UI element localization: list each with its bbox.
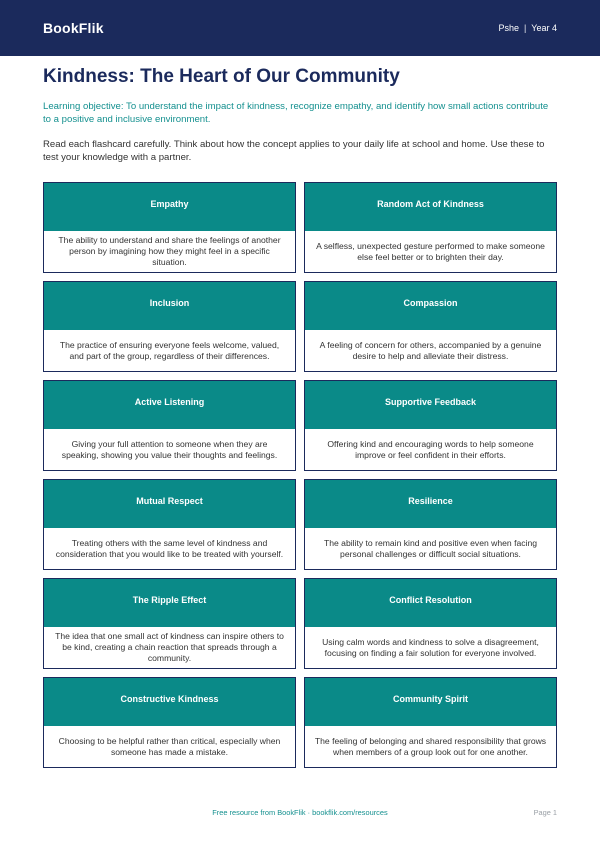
flashcard-definition: The idea that one small act of kindness can inspire others to be kind, creating a chain reaction that spreads through a community. bbox=[55, 631, 284, 663]
flashcard-definition: The ability to understand and share the feelings of another person by imagining how they might feel in a specific situation. bbox=[58, 235, 281, 267]
flashcard-term: Active Listening bbox=[44, 381, 295, 429]
flashcard bbox=[304, 380, 557, 471]
flashcard bbox=[304, 578, 557, 669]
flashcard-term: Random Act of Kindness bbox=[305, 183, 556, 231]
flashcard-definition: The feeling of belonging and shared responsibility that grows when members of a group look out for one another. bbox=[314, 735, 547, 757]
flashcard-term: Empathy bbox=[44, 183, 295, 231]
footer-credit-link[interactable]: Free resource from BookFlik · bookflik.com/resources bbox=[212, 808, 388, 817]
subject-year bbox=[498, 23, 557, 33]
flashcard-definition: Giving your full attention to someone when they are speaking, showing you value their thoughts and feelings. bbox=[61, 438, 278, 460]
flashcard bbox=[43, 578, 296, 669]
flashcard-definition: Treating others with the same level of kindness and consideration that you would like to be treated with yourself. bbox=[55, 537, 284, 559]
year-label: Year 4 bbox=[531, 23, 557, 33]
flashcard-definition: Using calm words and kindness to solve a disagreement, focusing on finding a fair solution for everyone involved. bbox=[322, 636, 539, 658]
flashcard bbox=[43, 479, 296, 570]
flashcard-definition: A feeling of concern for others, accompanied by a genuine desire to help and alleviate their distress. bbox=[319, 339, 542, 361]
flashcard bbox=[304, 182, 557, 273]
flashcard-term: The Ripple Effect bbox=[44, 579, 295, 627]
flashcard-term: Community Spirit bbox=[305, 678, 556, 726]
learning-objective: Learning objective: To understand the impact of kindness, recognize empathy, and identify how small actions contribute to a positive and inclusive environment. bbox=[43, 101, 549, 125]
flashcard-grid bbox=[43, 182, 557, 768]
flashcard-term: Mutual Respect bbox=[44, 480, 295, 528]
instructions: Read each flashcard carefully. Think about how the concept applies to your daily life at school and home. Use these to test your knowledge with a partner. bbox=[43, 139, 545, 163]
flashcard-definition: A selfless, unexpected gesture performed to make someone else feel better or to brighten their day. bbox=[316, 240, 545, 262]
flashcard-definition: Offering kind and encouraging words to help someone improve or feel confident in their efforts. bbox=[327, 438, 534, 460]
flashcard bbox=[304, 281, 557, 372]
page-title: Kindness: The Heart of Our Community bbox=[43, 66, 400, 87]
flashcard-term: Compassion bbox=[305, 282, 556, 330]
flashcard bbox=[43, 380, 296, 471]
flashcard bbox=[304, 677, 557, 768]
flashcard-definition: The practice of ensuring everyone feels welcome, valued, and part of the group, regardless of their differences. bbox=[59, 339, 280, 361]
flashcard bbox=[43, 677, 296, 768]
top-bar bbox=[0, 0, 600, 56]
flashcard-definition: Choosing to be helpful rather than critical, especially when someone has made a mistake. bbox=[58, 735, 281, 757]
page-number: Page 1 bbox=[533, 808, 557, 817]
flashcard-definition: The ability to remain kind and positive even when facing personal challenges or difficult social situations. bbox=[323, 537, 538, 559]
flashcard-term: Inclusion bbox=[44, 282, 295, 330]
flashcard-term: Supportive Feedback bbox=[305, 381, 556, 429]
flashcard-term: Constructive Kindness bbox=[44, 678, 295, 726]
page-footer bbox=[0, 808, 600, 820]
flashcard-term: Conflict Resolution bbox=[305, 579, 556, 627]
flashcard bbox=[43, 182, 296, 273]
flashcard-term: Resilience bbox=[305, 480, 556, 528]
brand-logo[interactable]: BookFlik bbox=[43, 20, 104, 36]
subject-label: Pshe bbox=[498, 23, 519, 33]
flashcard bbox=[304, 479, 557, 570]
flashcard bbox=[43, 281, 296, 372]
meta-separator: | bbox=[523, 23, 527, 33]
